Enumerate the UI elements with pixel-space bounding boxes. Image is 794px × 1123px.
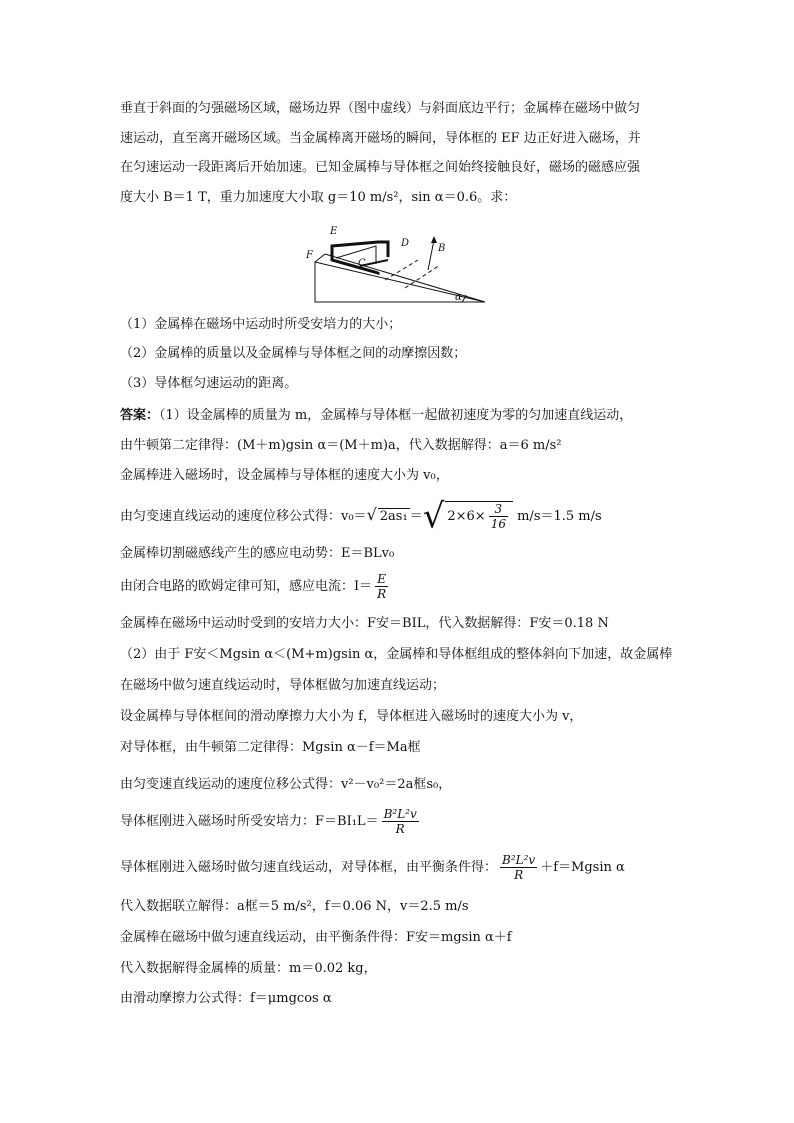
incline-figure [300, 220, 500, 310]
intro-line-2: 速运动，直至离开磁场区域。当金属棒离开磁场的瞬间，导体框的 EF 边正好进入磁场，并 [120, 131, 641, 146]
answer-line-16: 金属棒在磁场中做匀速直线运动，由平衡条件得：F安＝mgsin α＋f [120, 930, 512, 945]
answer-label: 答案： [120, 408, 160, 423]
label-alpha: α [455, 292, 462, 303]
label-c: C [358, 258, 366, 269]
sqrt-2as1: 2as₁ [379, 509, 408, 524]
answer-line-3: 金属棒进入磁场时，设金属棒与导体框的速度大小为 v₀， [120, 468, 449, 483]
intro-line-1: 垂直于斜面的匀强磁场区域，磁场边界（图中虚线）与斜面底边平行；金属棒在磁场中做匀 [120, 101, 641, 116]
answer-line-4: 由匀变速直线运动的速度位移公式得：v₀＝√ 2as₁ ＝√ 2×6× $\frac{3}{16}$ m/s＝1.5 m/s [120, 496, 602, 537]
question-2: （2）金属棒的质量以及金属棒与导体框之间的动摩擦因数； [120, 346, 467, 361]
question-1: （1）金属棒在磁场中运动时所受安培力的大小； [120, 317, 402, 332]
answer-line-8: （2）由于 F安＜Mgsin α＜(M+m)gsin α，金属棒和导体框组成的整体斜向下加速，故金属棒 [120, 647, 673, 662]
answer-line-15: 代入数据联立解得：a框＝5 m/s²，f＝0.06 N，v＝2.5 m/s [120, 899, 469, 914]
label-f: F [306, 250, 313, 261]
answer-line-1: 答案：（1）设金属棒的质量为 m，金属棒与导体框一起做初速度为零的匀加速直线运动， [120, 408, 633, 423]
answer-line-5: 金属棒切割磁感线产生的感应电动势：E＝BLv₀ [120, 546, 395, 561]
answer-line-7: 金属棒在磁场中运动时受到的安培力大小：F安＝BIL，代入数据解得：F安＝0.18 N [120, 616, 609, 631]
intro-line-3: 在匀速运动一段距离后开始加速。已知金属棒与导体框之间始终接触良好，磁场的磁感应强 [120, 160, 641, 175]
b-field-arrow [428, 240, 434, 270]
answer-line-2: 由牛顿第二定律得：(M＋m)gsin α＝(M＋m)a，代入数据解得：a＝6 m/s² [120, 438, 562, 453]
answer-line-14: 导体框刚进入磁场时做匀速直线运动，对导体框，由平衡条件得： $\frac{\text{B²L²v}}{R}$ ＋f＝Mgsin α [120, 853, 625, 882]
question-3: （3）导体框匀速运动的距离。 [120, 376, 298, 391]
label-d: D [401, 238, 410, 249]
answer-line-17: 代入数据解得金属棒的质量：m＝0.02 kg， [120, 961, 377, 976]
answer-line-18: 由滑动摩擦力公式得：f＝μmgcos α [120, 991, 332, 1006]
answer-line-11: 对导体框，由牛顿第二定律得：Mgsin α－f＝Ma框 [120, 740, 421, 755]
answer-line-9: 在磁场中做匀速直线运动时，导体框做匀加速直线运动； [120, 678, 446, 693]
label-e: E [330, 226, 338, 237]
answer-line-6: 由闭合电路的欧姆定律可知，感应电流：I＝ $\frac{E}{R}$ [120, 572, 387, 601]
label-b: B [438, 243, 446, 254]
answer-line-13: 导体框刚进入磁场时所受安培力：F＝BI₁L＝ $\frac{\text{B²L²v}}{R}$ [120, 807, 417, 836]
intro-line-4: 度大小 B＝1 T，重力加速度大小取 g＝10 m/s²，sin α＝0.6。求： [120, 190, 517, 205]
answer-line-10: 设金属棒与导体框间的滑动摩擦力大小为 f，导体框进入磁场时的速度大小为 v， [120, 709, 583, 724]
answer-line-12: 由匀变速直线运动的速度位移公式得：v²－v₀²＝2a框s₀， [120, 777, 452, 792]
